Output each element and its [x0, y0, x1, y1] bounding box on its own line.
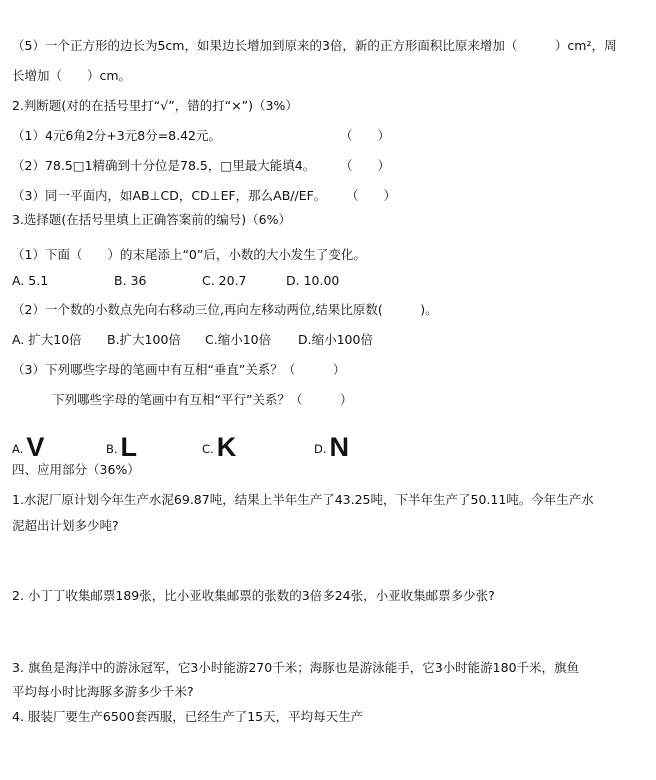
choice-1-option-a: A. 5.1 — [12, 273, 49, 288]
judge-answer-paren-3[interactable]: （ ） — [346, 188, 397, 203]
choice-2-option-a: A. 扩大10倍 — [12, 332, 82, 347]
choice-1-option-b: B. 36 — [114, 273, 147, 288]
letter-l: L — [120, 432, 138, 462]
choice-question-3-perpendicular: （3）下列哪些字母的笔画中有互相“垂直”关系？（ ） — [12, 362, 346, 377]
choice-question-1: （1）下面（ ）的末尾添上“0”后，小数的大小发生了变化。 — [12, 247, 366, 262]
question-5-line-2: 长增加（ ）cm。 — [12, 68, 132, 83]
choice-1-option-d: D. 10.00 — [286, 273, 340, 288]
section-4-title: 四、应用部分（36%） — [12, 462, 140, 477]
choice-2-option-c: C.缩小10倍 — [205, 332, 272, 347]
application-question-1-line-1: 1.水泥厂原计划今年生产水泥69.87吨，结果上半年生产了43.25吨，下半年生产了50.11吨。今年生产水 — [12, 492, 594, 507]
judge-question-3: （3）同一平面内，如AB⊥CD，CD⊥EF，那么AB//EF。 — [12, 188, 327, 203]
question-5-line-1: （5）一个正方形的边长为5cm，如果边长增加到原来的3倍，新的正方形面积比原来增加（ ）cm²，周 — [12, 38, 617, 53]
choice-question-2: （2）一个数的小数点先向右移动三位,再向左移动两位,结果比原数( )。 — [12, 302, 438, 317]
application-question-4: 4. 服装厂要生产6500套西服，已经生产了15天，平均每天生产 — [12, 709, 364, 724]
choice-2-option-d: D.缩小100倍 — [298, 332, 373, 347]
choice-1-option-c: C. 20.7 — [202, 273, 247, 288]
letter-option-a — [12, 430, 45, 462]
letter-v: V — [26, 432, 45, 462]
letter-option-b — [106, 430, 138, 462]
letter-k: K — [216, 432, 237, 462]
application-question-1-line-2: 泥超出计划多少吨? — [12, 518, 119, 533]
choice-2-option-b: B.扩大100倍 — [107, 332, 181, 347]
letter-option-d-label: D. — [314, 442, 327, 456]
judge-question-1: （1）4元6角2分+3元8分=8.42元。 — [12, 128, 221, 143]
letter-option-c-label: C. — [202, 442, 214, 456]
application-question-3-line-1: 3. 旗鱼是海洋中的游泳冠军，它3小时能游270千米；海豚也是游泳能手，它3小时能游180千米，旗鱼 — [12, 660, 580, 675]
letter-option-c — [202, 430, 237, 462]
judge-answer-paren-2[interactable]: （ ） — [340, 158, 391, 173]
section-2-title: 2.判断题(对的在括号里打“√”，错的打“×”)（3%） — [12, 98, 298, 113]
letter-option-d — [314, 430, 350, 462]
letter-option-b-label: B. — [106, 442, 118, 456]
letter-options — [12, 424, 412, 462]
letter-n: N — [329, 432, 350, 462]
choice-question-3-parallel: 下列哪些字母的笔画中有互相“平行”关系？（ ） — [52, 392, 353, 407]
judge-question-2: （2）78.5□1精确到十分位是78.5，□里最大能填4。 — [12, 158, 316, 173]
judge-answer-paren-1[interactable]: （ ） — [340, 128, 391, 143]
application-question-3-line-2: 平均每小时比海豚多游多少千米? — [12, 684, 194, 699]
application-question-2: 2. 小丁丁收集邮票189张，比小亚收集邮票的张数的3倍多24张，小亚收集邮票多少张? — [12, 588, 495, 603]
section-3-title: 3.选择题(在括号里填上正确答案前的编号)（6%） — [12, 212, 292, 227]
letter-option-a-label: A. — [12, 442, 24, 456]
